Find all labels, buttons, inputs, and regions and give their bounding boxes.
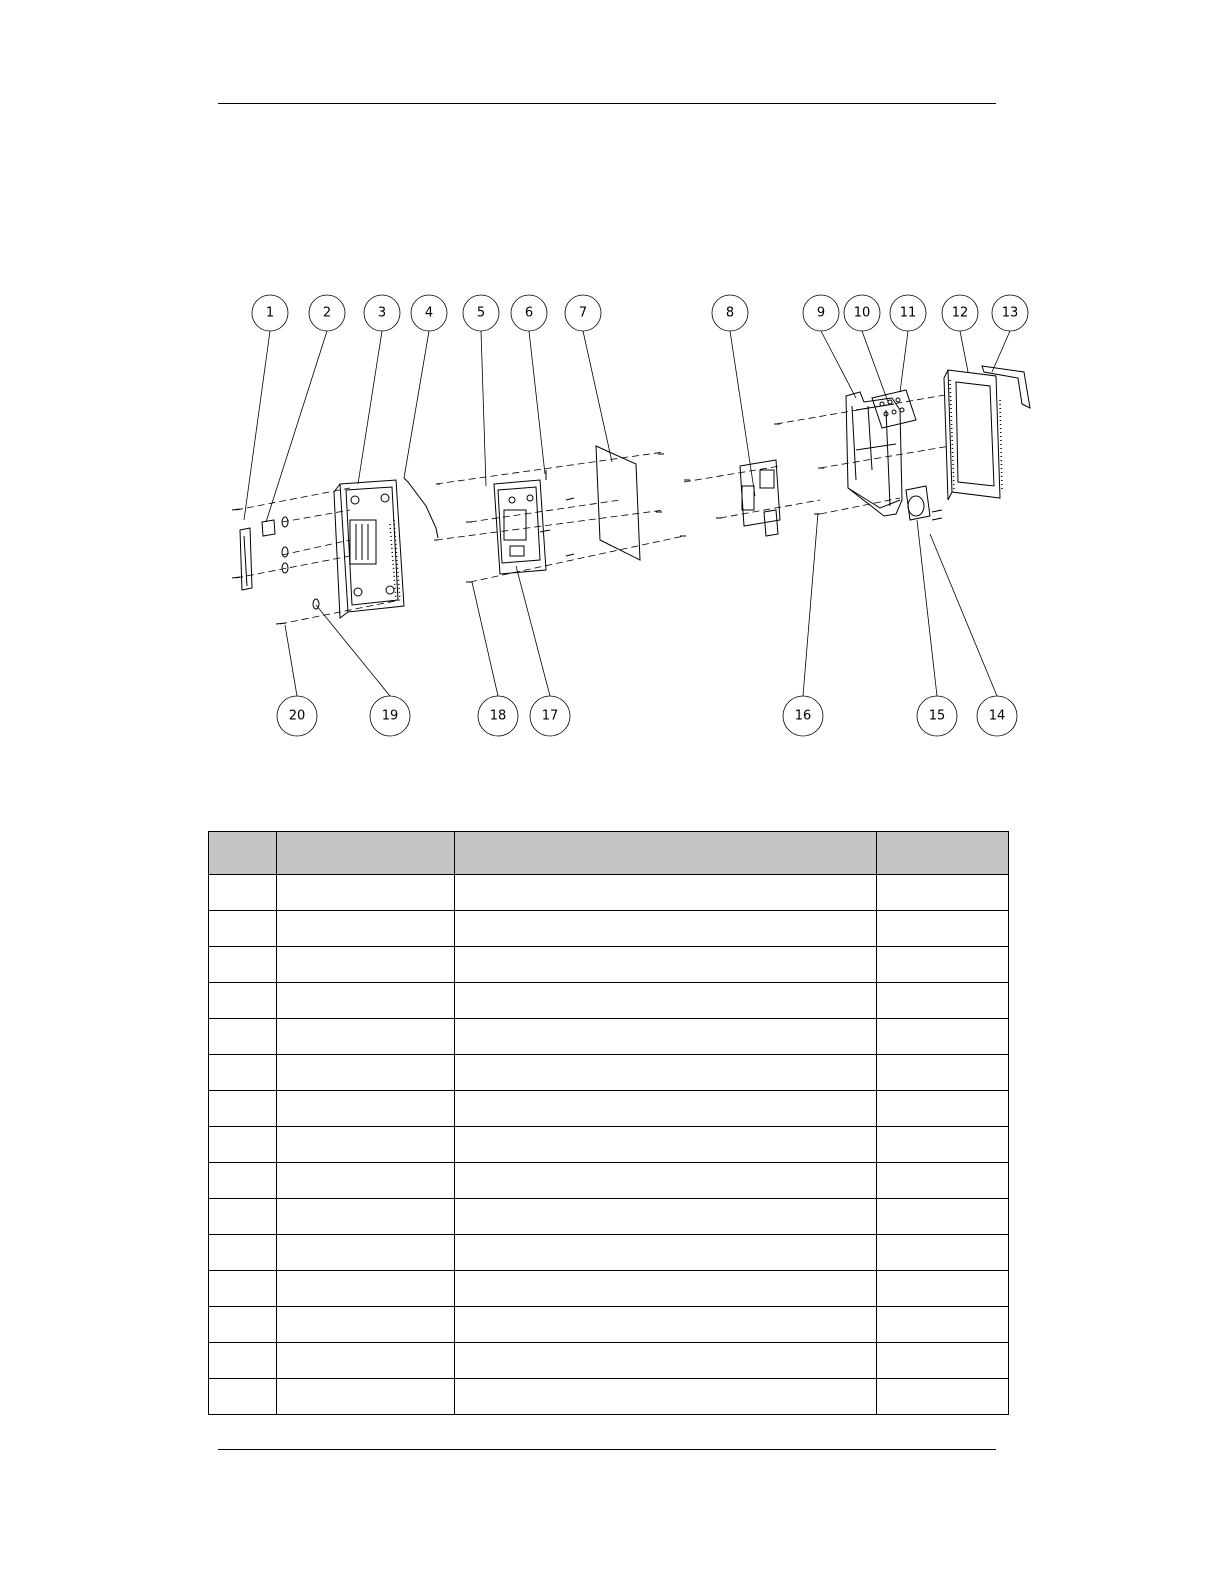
- cell-quantity: [877, 911, 1009, 947]
- cell-quantity: [877, 1307, 1009, 1343]
- standoffs: [434, 454, 690, 582]
- cell-no: [209, 1091, 277, 1127]
- cell-description: [455, 911, 877, 947]
- cell-part-number: [277, 983, 455, 1019]
- callout-4: 4: [424, 305, 434, 321]
- cell-quantity: [877, 1019, 1009, 1055]
- callout-11: 11: [899, 305, 917, 321]
- cell-description: [455, 947, 877, 983]
- cell-no: [209, 983, 277, 1019]
- part-1-bracket: [240, 528, 252, 590]
- callout-15: 15: [928, 708, 946, 724]
- callout-6: 6: [524, 305, 534, 321]
- cell-quantity: [877, 875, 1009, 911]
- cell-quantity: [877, 983, 1009, 1019]
- part-8-interface-board: [740, 460, 780, 536]
- callout-16: 16: [794, 708, 812, 724]
- cell-no: [209, 1235, 277, 1271]
- table-row: [209, 1235, 1009, 1271]
- cell-no: [209, 1019, 277, 1055]
- cell-description: [455, 983, 877, 1019]
- cell-no: [209, 1343, 277, 1379]
- cell-quantity: [877, 1127, 1009, 1163]
- part-5-main-board: [494, 480, 546, 574]
- part-2-clip: [262, 520, 275, 536]
- cell-no: [209, 875, 277, 911]
- cell-part-number: [277, 947, 455, 983]
- callout-19: 19: [381, 708, 399, 724]
- column-header-quantity: [877, 832, 1009, 875]
- footer-rule: [218, 1449, 996, 1450]
- table-row: [209, 911, 1009, 947]
- cell-no: [209, 911, 277, 947]
- table-row: [209, 875, 1009, 911]
- column-header-part-number: [277, 832, 455, 875]
- cell-part-number: [277, 911, 455, 947]
- table-row: [209, 1307, 1009, 1343]
- cell-description: [455, 1199, 877, 1235]
- cell-description: [455, 1127, 877, 1163]
- part-3-rear-housing: [334, 480, 404, 618]
- callout-1: 1: [265, 305, 275, 321]
- cell-part-number: [277, 1307, 455, 1343]
- cell-no: [209, 1199, 277, 1235]
- part-7-plate: [596, 446, 640, 560]
- cell-description: [455, 1379, 877, 1415]
- cell-part-number: [277, 1379, 455, 1415]
- callout-13: 13: [1001, 305, 1019, 321]
- cell-part-number: [277, 875, 455, 911]
- table-row: [209, 1055, 1009, 1091]
- callout-18: 18: [489, 708, 507, 724]
- cell-part-number: [277, 1163, 455, 1199]
- assembly-axes: [236, 395, 950, 624]
- cell-quantity: [877, 947, 1009, 983]
- table-row: [209, 947, 1009, 983]
- cell-quantity: [877, 1091, 1009, 1127]
- cell-quantity: [877, 1343, 1009, 1379]
- table-row: [209, 1163, 1009, 1199]
- cell-description: [455, 875, 877, 911]
- callout-3: 3: [377, 305, 387, 321]
- callout-20: 20: [288, 708, 306, 724]
- screws-left: [232, 509, 319, 624]
- cell-quantity: [877, 1163, 1009, 1199]
- cell-description: [455, 1091, 877, 1127]
- table-row: [209, 1379, 1009, 1415]
- cell-no: [209, 1379, 277, 1415]
- cell-quantity: [877, 1199, 1009, 1235]
- table-row: [209, 1343, 1009, 1379]
- table-row: [209, 1019, 1009, 1055]
- cell-part-number: [277, 1055, 455, 1091]
- part-4-cable: [404, 478, 438, 538]
- callout-12: 12: [951, 305, 969, 321]
- cell-no: [209, 1127, 277, 1163]
- table-row: [209, 1199, 1009, 1235]
- cell-description: [455, 1163, 877, 1199]
- cell-quantity: [877, 1379, 1009, 1415]
- cell-quantity: [877, 1235, 1009, 1271]
- part-13-trim: [982, 366, 1030, 408]
- leader-lines: [244, 331, 1010, 696]
- cell-no: [209, 947, 277, 983]
- cell-quantity: [877, 1055, 1009, 1091]
- cell-part-number: [277, 1019, 455, 1055]
- cell-part-number: [277, 1091, 455, 1127]
- cell-part-number: [277, 1127, 455, 1163]
- table-row: [209, 1271, 1009, 1307]
- cell-no: [209, 1271, 277, 1307]
- cell-description: [455, 1271, 877, 1307]
- parts-list-table: [208, 831, 1009, 1415]
- cell-part-number: [277, 1343, 455, 1379]
- table-header-row: [209, 832, 1009, 875]
- callout-14: 14: [988, 708, 1006, 724]
- column-header-description: [455, 832, 877, 875]
- cell-no: [209, 1307, 277, 1343]
- cell-part-number: [277, 1199, 455, 1235]
- cell-part-number: [277, 1235, 455, 1271]
- callout-5: 5: [476, 305, 486, 321]
- part-12-front-bezel: [944, 370, 1002, 500]
- cell-description: [455, 1055, 877, 1091]
- cell-no: [209, 1055, 277, 1091]
- column-header-no: [209, 832, 277, 875]
- callout-2: 2: [322, 305, 332, 321]
- cell-no: [209, 1163, 277, 1199]
- callout-17: 17: [541, 708, 559, 724]
- table-row: [209, 1127, 1009, 1163]
- table-row: [209, 1091, 1009, 1127]
- callout-10: 10: [853, 305, 871, 321]
- cell-description: [455, 1343, 877, 1379]
- cell-quantity: [877, 1271, 1009, 1307]
- callout-7: 7: [578, 305, 588, 321]
- part-14-15-knob: [906, 486, 942, 520]
- table-row: [209, 983, 1009, 1019]
- callout-8: 8: [725, 305, 735, 321]
- cell-part-number: [277, 1271, 455, 1307]
- table-body: [209, 875, 1009, 1415]
- part-10-11-keypad: [872, 390, 916, 428]
- cell-description: [455, 1235, 877, 1271]
- cell-description: [455, 1019, 877, 1055]
- screws-right: [716, 424, 824, 518]
- cell-description: [455, 1307, 877, 1343]
- callout-9: 9: [816, 305, 826, 321]
